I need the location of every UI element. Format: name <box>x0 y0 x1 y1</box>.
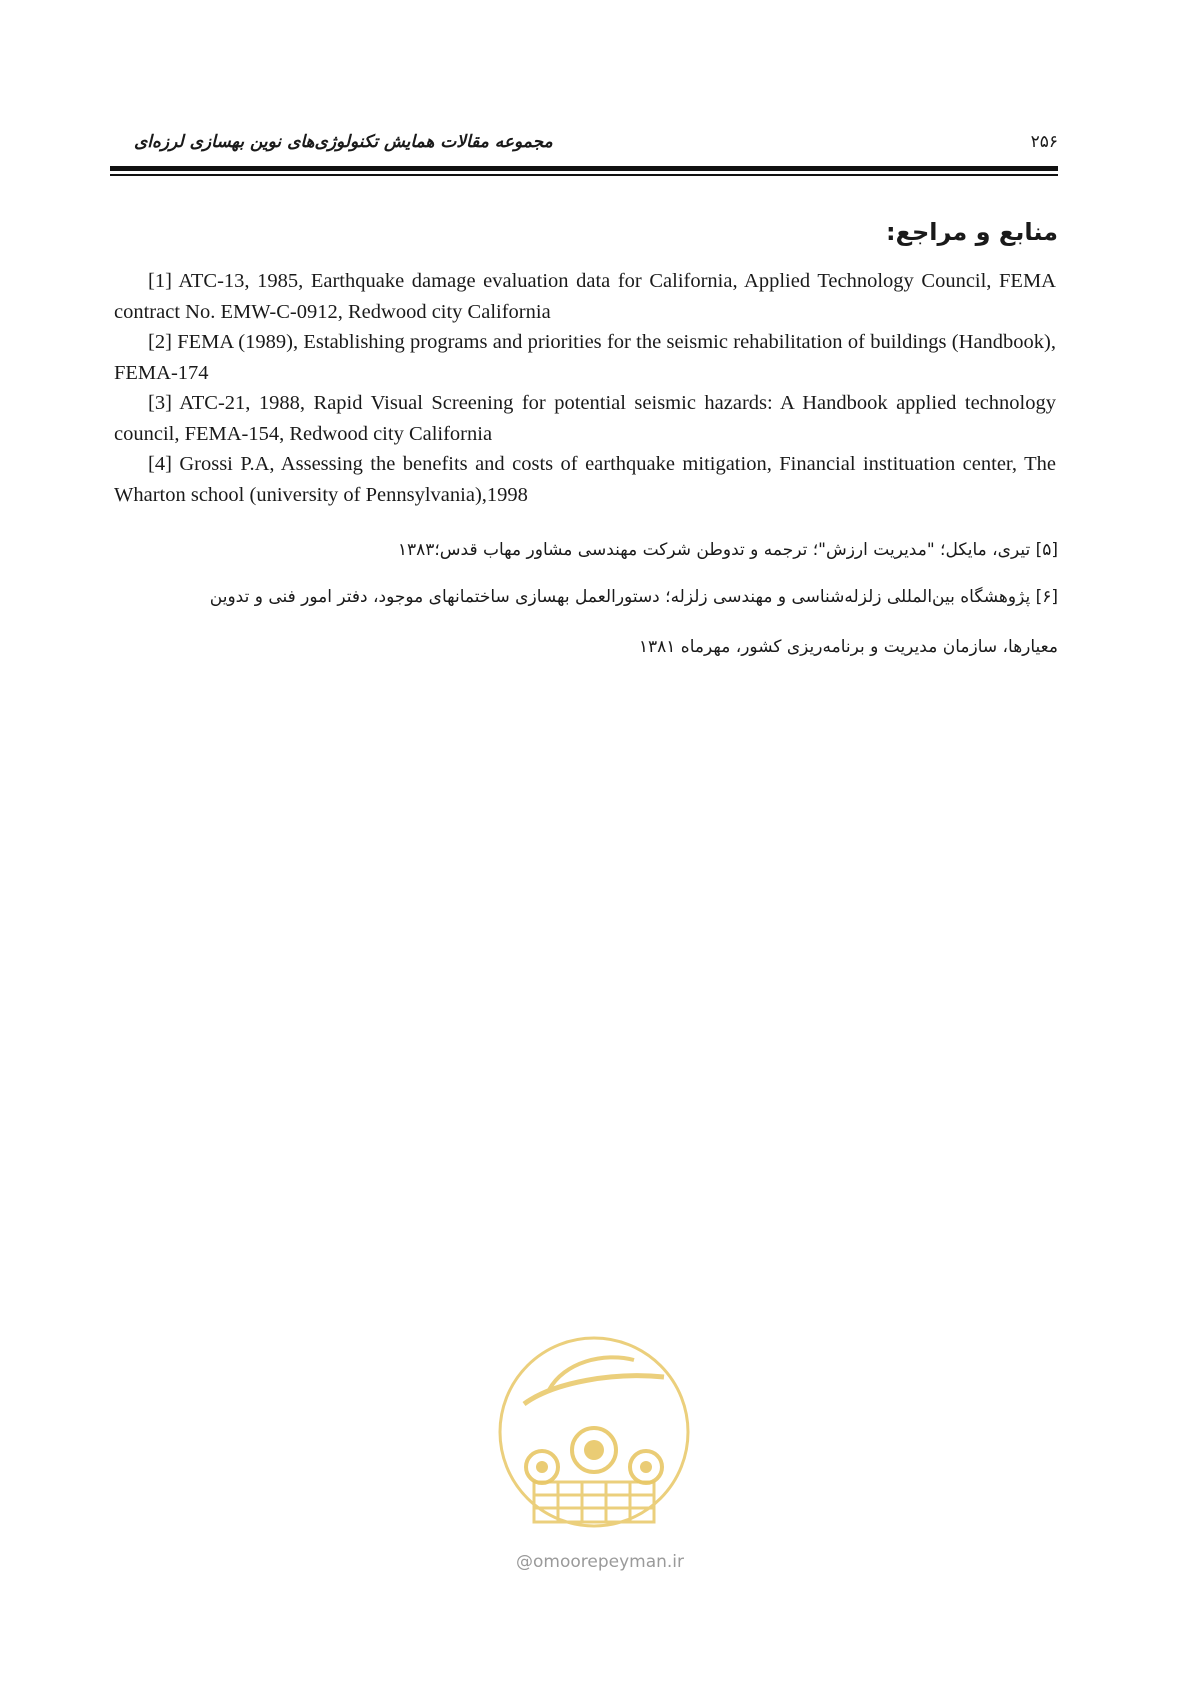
header-rule-thin <box>110 174 1058 176</box>
watermark-site: @omoorepeyman.ir <box>515 1552 685 1572</box>
section-heading: منابع و مراجع: <box>885 218 1058 246</box>
header-rule-thick <box>110 166 1058 171</box>
page-number: ۲۵۶ <box>1030 132 1058 152</box>
header-title: مجموعه مقالات همایش تکنولوژی‌های نوین بهسازی لرزه‌ای <box>134 132 553 152</box>
page-header <box>110 128 1058 160</box>
reference-5: [۵] تیری، مایکل؛ "مدیریت ارزش"؛ ترجمه و تدوطن شرکت مهندسی مشاور مهاب قدس؛۱۳۸۳ <box>397 540 1058 560</box>
reference-2: [2] FEMA (1989), Establishing programs and priorities for the seismic rehabilitation of buildings (Handbook), FEMA-174 <box>114 331 1056 384</box>
reference-6-line-1: [۶] پژوهشگاه بین‌المللی زلزله‌شناسی و مهندسی زلزله؛ دستورالعمل بهسازی ساختمانهای موجود، دفتر امور فنی و تدوین <box>209 587 1058 607</box>
reference-4: [4] Grossi P.A, Assessing the benefits and costs of earthquake mitigation, Financial instituation center, The Wharton school (university of Pennsylvania),1998 <box>114 453 1056 506</box>
reference-6-line-2: معیارها، سازمان مدیریت و برنامه‌ریزی کشور، مهرماه ۱۳۸۱ <box>638 637 1058 657</box>
reference-1: [1] ATC-13, 1985, Earthquake damage evaluation data for California, Applied Technology Council, FEMA contract No. EMW-C-0912, Redwood city California <box>114 270 1056 323</box>
reference-3: [3] ATC-21, 1988, Rapid Visual Screening for potential seismic hazards: A Handbook applied technology council, FEMA-154, Redwood city California <box>114 392 1056 445</box>
publisher-logo-watermark <box>494 1332 694 1532</box>
